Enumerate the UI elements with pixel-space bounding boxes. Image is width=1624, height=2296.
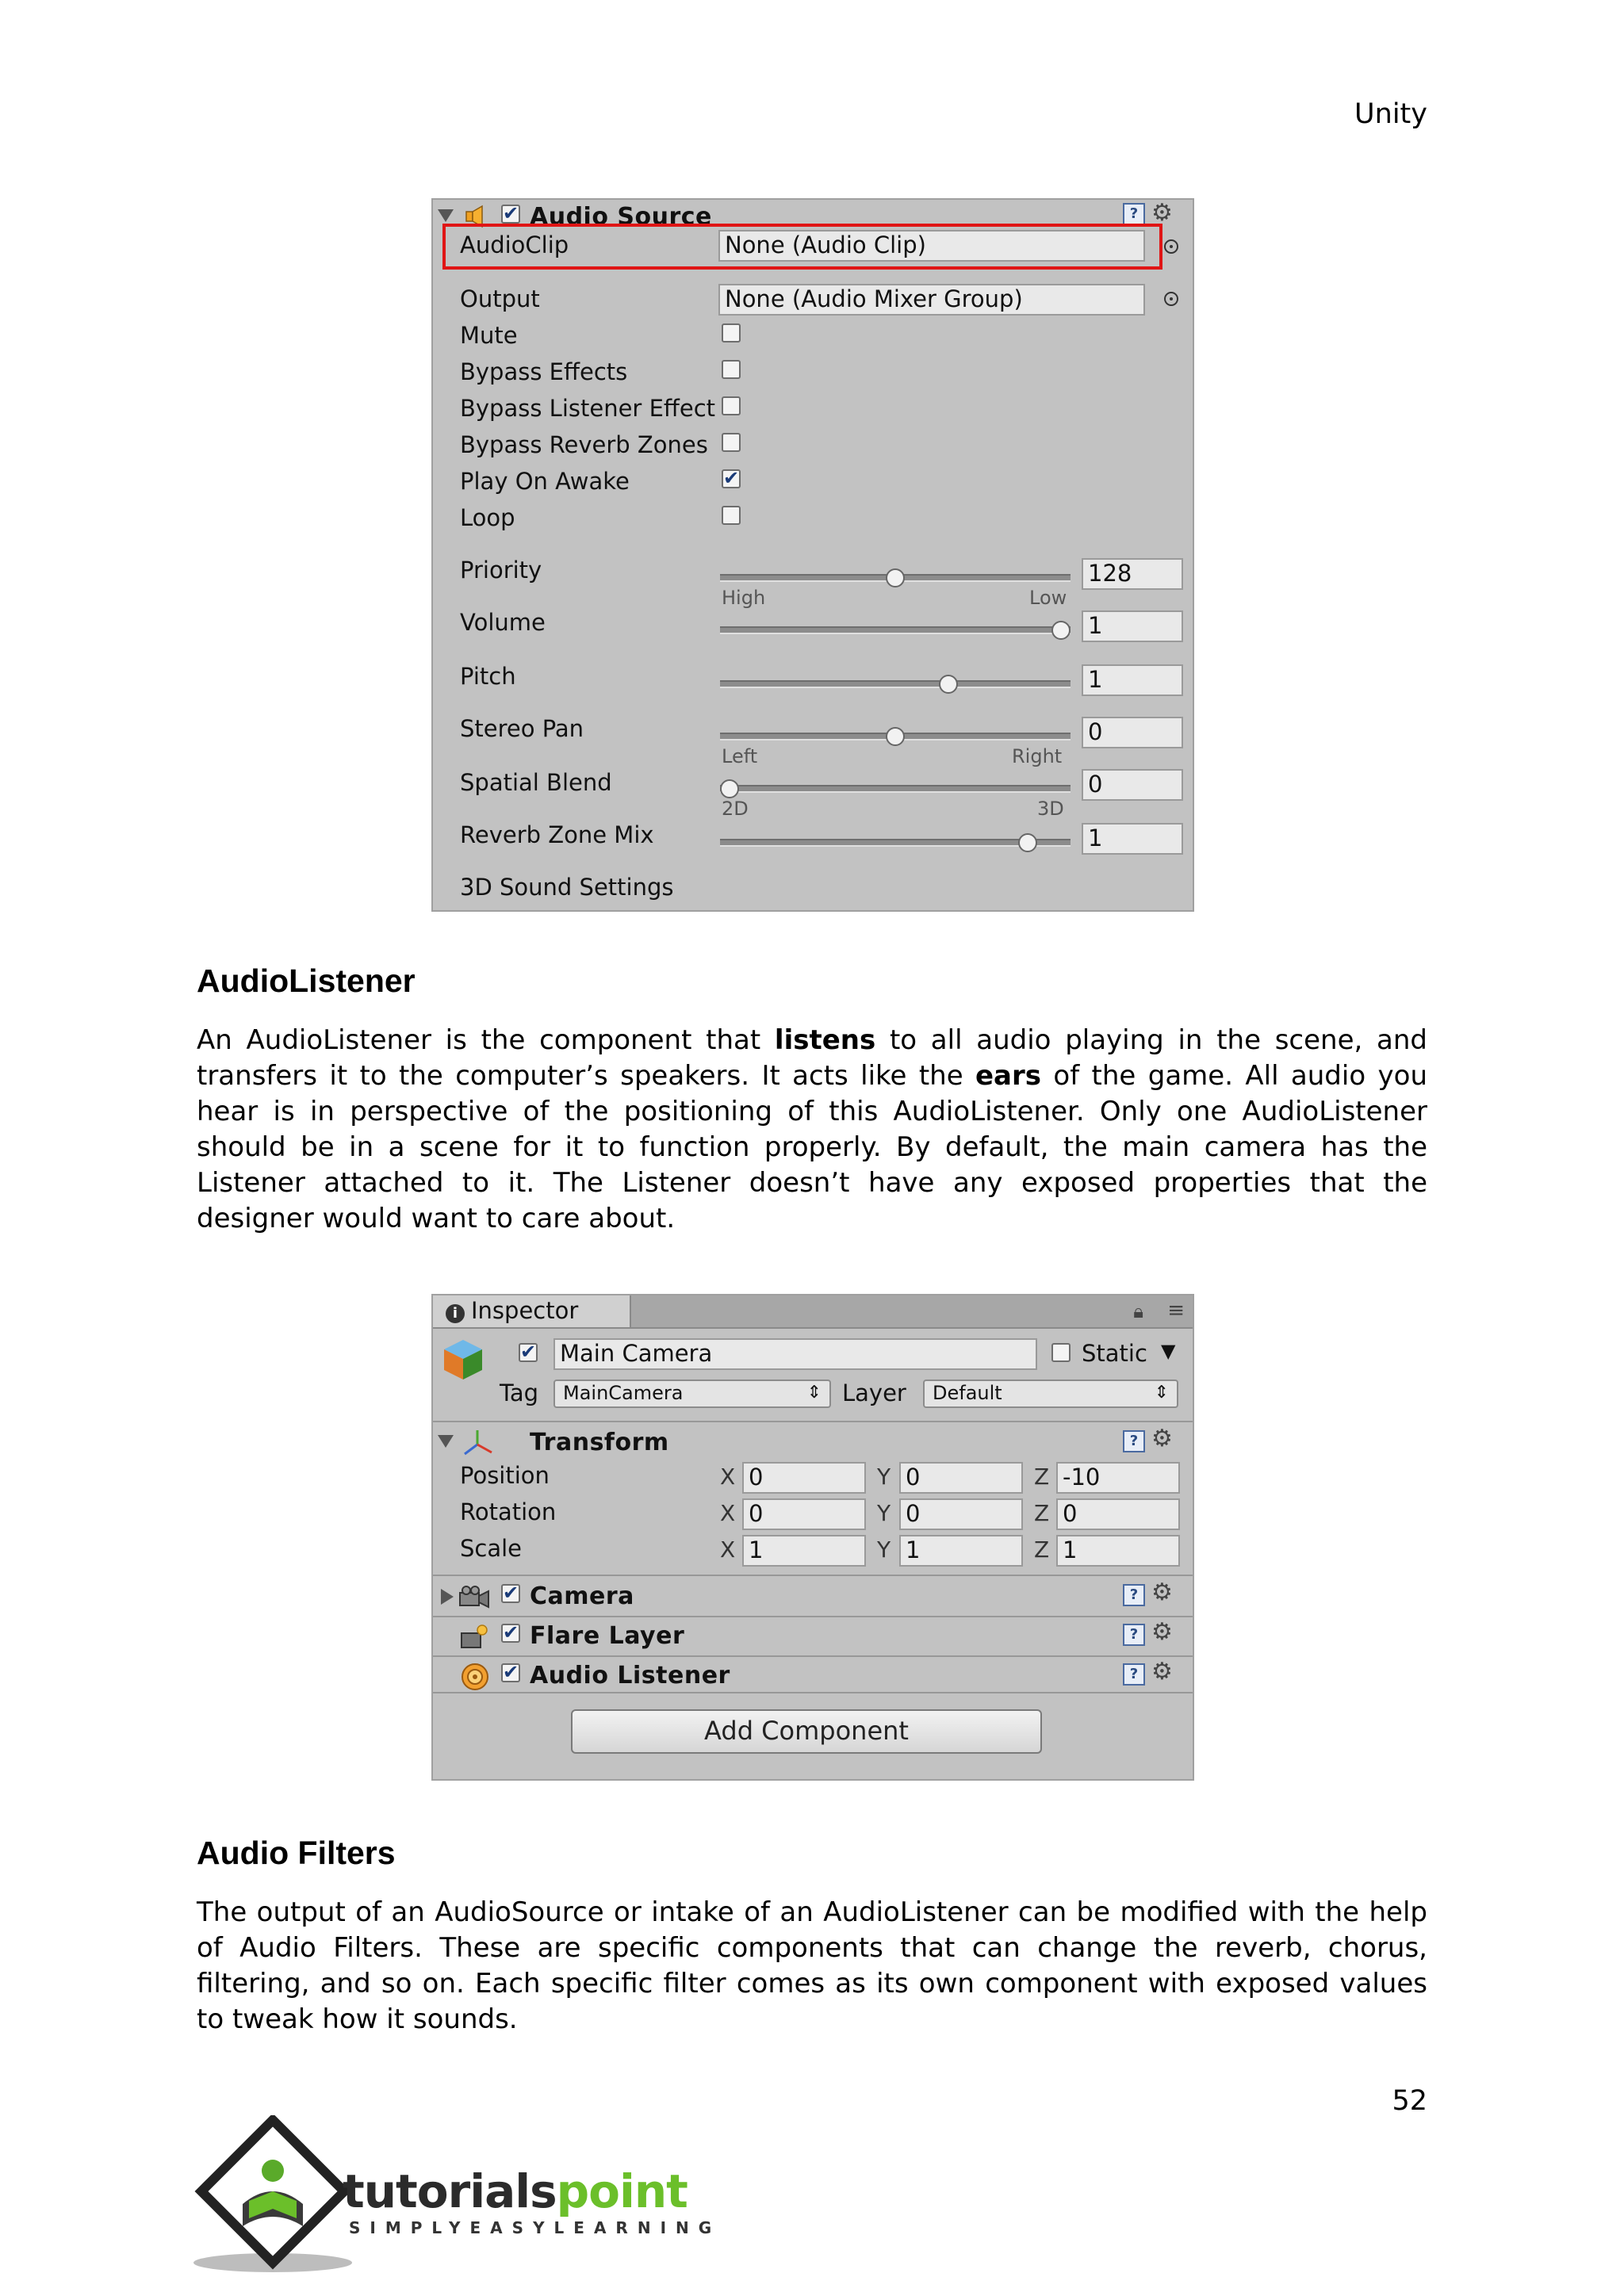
audio-filters-paragraph: The output of an AudioSource or intake of an AudioListener can be modified with the help of Audio Filters. These are specific components that can change the reverb, chorus, filtering, and so on. Each specific filter comes as its own component with exposed values to tweak how it sounds. (197, 1896, 1427, 2035)
stereo-pan-label: Stereo Pan (460, 715, 584, 742)
gear-icon[interactable]: ⚙ (1151, 1658, 1173, 1686)
logo-tagline: SIMPLYEASYLEARNING (349, 2218, 722, 2237)
spatial-blend-slider-thumb[interactable] (720, 779, 739, 798)
chevron-down-icon[interactable]: ▼ (1161, 1340, 1176, 1362)
sound-settings-foldout[interactable] (433, 871, 750, 902)
audioclip-field[interactable]: None (Audio Clip) (718, 230, 1145, 262)
axis-x-label: X (720, 1464, 736, 1490)
stereo-pan-max-label: Right (1012, 745, 1063, 767)
axis-y-label: Y (877, 1536, 891, 1563)
static-checkbox[interactable] (1051, 1343, 1071, 1362)
pitch-label: Pitch (460, 663, 516, 690)
bold-term: ears (975, 1060, 1042, 1092)
position-z-field[interactable]: -10 (1056, 1462, 1180, 1494)
divider (433, 1575, 1193, 1576)
output-field[interactable]: None (Audio Mixer Group) (718, 284, 1145, 316)
gameobject-cube-icon (441, 1337, 485, 1381)
divider (433, 1655, 1193, 1657)
pitch-slider-thumb[interactable] (939, 675, 958, 694)
flare-layer-enabled-checkbox[interactable]: ✔ (503, 1621, 519, 1644)
rotation-label: Rotation (460, 1498, 557, 1525)
priority-value-field[interactable]: 128 (1082, 558, 1183, 590)
audiolistener-heading: AudioListener (197, 962, 416, 999)
object-picker-icon[interactable] (1164, 239, 1178, 254)
tag-value: MainCamera (563, 1382, 684, 1404)
priority-max-label: Low (1029, 587, 1067, 609)
audio-filters-heading: Audio Filters (197, 1835, 396, 1871)
tag-label: Tag (500, 1380, 539, 1406)
help-icon[interactable]: ? (1123, 1663, 1145, 1686)
volume-slider-track[interactable] (720, 626, 1071, 634)
gameobject-active-checkbox[interactable]: ✔ (520, 1341, 537, 1363)
scale-y-field[interactable]: 1 (899, 1535, 1023, 1567)
menu-icon[interactable]: ≡ (1167, 1299, 1185, 1322)
divider (433, 1692, 1193, 1693)
paragraph-text: of the game. All audio you hear is in perspective of the positioning of this AudioListener. Only one AudioListener should be in a scene for it to function properly. By default, the main camera has the Listener attached to it. The Listener doesn’t have any exposed properties that the designer would want to care about. (197, 1060, 1427, 1234)
axis-x-label: X (720, 1500, 736, 1526)
audio-listener-component-header[interactable] (433, 1659, 1193, 1693)
volume-slider-thumb[interactable] (1051, 621, 1071, 640)
rotation-z-field[interactable]: 0 (1056, 1498, 1180, 1530)
bypass-reverb-zones-label: Bypass Reverb Zones (460, 431, 708, 458)
object-picker-icon[interactable] (1164, 292, 1178, 306)
gear-icon[interactable]: ⚙ (1151, 1425, 1173, 1452)
gear-icon[interactable]: ⚙ (1151, 1578, 1173, 1606)
flare-layer-icon (460, 1624, 488, 1649)
page-header-title: Unity (1354, 98, 1427, 130)
help-icon[interactable]: ? (1123, 203, 1145, 225)
inspector-panel (431, 1294, 1194, 1781)
axis-x-label: X (720, 1536, 736, 1563)
camera-enabled-checkbox[interactable]: ✔ (503, 1582, 519, 1604)
expand-arrow-icon[interactable] (441, 1589, 454, 1605)
spatial-blend-slider-track[interactable] (720, 785, 1071, 793)
page-number: 52 (1392, 2085, 1427, 2117)
tab-label: Inspector (471, 1297, 579, 1324)
camera-title: Camera (530, 1582, 634, 1610)
static-label: Static (1082, 1340, 1147, 1367)
position-label: Position (460, 1462, 550, 1489)
spatial-blend-min-label: 2D (722, 798, 749, 820)
logo-wordmark (343, 2164, 688, 2218)
audioclip-label: AudioClip (460, 232, 569, 258)
axis-z-label: Z (1034, 1464, 1050, 1490)
logo-diamond-icon (193, 2115, 352, 2274)
axis-z-label: Z (1034, 1500, 1050, 1526)
layer-value: Default (933, 1382, 1002, 1404)
audio-source-enabled-checkbox[interactable]: ✔ (503, 202, 519, 224)
transform-axes-icon (462, 1429, 493, 1456)
pitch-slider-track[interactable] (720, 680, 1071, 688)
rotation-x-field[interactable]: 0 (742, 1498, 866, 1530)
paragraph-text: to all audio playing in the scene, and transfers it to the computer’s speakers. It acts like the (197, 1024, 1427, 1092)
volume-value-field[interactable]: 1 (1082, 610, 1183, 642)
position-y-field[interactable]: 0 (899, 1462, 1023, 1494)
layer-dropdown[interactable] (923, 1380, 1178, 1408)
axis-z-label: Z (1034, 1536, 1050, 1563)
tutorialspoint-logo (193, 2115, 722, 2274)
reverb-zone-mix-label: Reverb Zone Mix (460, 821, 654, 848)
lock-icon[interactable]: 🔒︎ (1133, 1300, 1143, 1322)
audiolistener-paragraph (197, 1023, 1427, 1237)
audio-listener-enabled-checkbox[interactable]: ✔ (503, 1661, 519, 1683)
help-icon[interactable]: ? (1123, 1624, 1145, 1646)
collapse-arrow-icon[interactable] (438, 209, 454, 222)
pitch-value-field[interactable]: 1 (1082, 664, 1183, 696)
reverb-zone-mix-slider-thumb[interactable] (1018, 833, 1037, 852)
dropdown-arrows-icon: ⇕ (1154, 1383, 1169, 1402)
bypass-listener-effects-checkbox[interactable] (722, 396, 741, 415)
priority-label: Priority (460, 557, 542, 584)
tag-dropdown[interactable] (553, 1380, 831, 1408)
info-icon: i (446, 1304, 465, 1323)
axis-y-label: Y (877, 1464, 891, 1490)
divider (433, 1421, 1193, 1422)
output-label: Output (460, 285, 540, 312)
camera-icon (458, 1586, 490, 1609)
scale-label: Scale (460, 1535, 523, 1562)
audio-listener-title: Audio Listener (530, 1662, 730, 1689)
scale-z-field[interactable]: 1 (1056, 1535, 1180, 1567)
bypass-listener-effects-label: Bypass Listener Effect (460, 395, 716, 422)
loop-label: Loop (460, 504, 515, 531)
sound-settings-label: 3D Sound Settings (460, 874, 674, 901)
divider (433, 1616, 1193, 1617)
bypass-reverb-zones-checkbox[interactable] (722, 433, 741, 452)
play-on-awake-checkbox[interactable]: ✔ (723, 467, 740, 489)
axis-y-label: Y (877, 1500, 891, 1526)
flare-layer-component-header[interactable] (433, 1619, 1193, 1654)
audio-source-title: Audio Source (530, 203, 712, 231)
logo-text-tutorials: tutorials (343, 2164, 557, 2218)
priority-slider-thumb[interactable] (886, 568, 905, 587)
help-icon[interactable]: ? (1123, 1430, 1145, 1452)
gear-icon[interactable]: ⚙ (1151, 1618, 1173, 1646)
logo-text-point: point (556, 2164, 688, 2218)
camera-component-header[interactable] (433, 1579, 1193, 1614)
volume-label: Volume (460, 609, 546, 636)
priority-min-label: High (722, 587, 766, 609)
paragraph-text: An AudioListener is the component that (197, 1024, 775, 1056)
rotation-y-field[interactable]: 0 (899, 1498, 1023, 1530)
gear-icon[interactable]: ⚙ (1151, 199, 1173, 227)
bypass-effects-checkbox[interactable] (722, 360, 741, 379)
bypass-effects-label: Bypass Effects (460, 358, 628, 385)
mute-checkbox[interactable] (722, 323, 741, 342)
bold-term: listens (774, 1024, 876, 1056)
spatial-blend-label: Spatial Blend (460, 769, 612, 796)
gameobject-name-field[interactable]: Main Camera (553, 1338, 1037, 1370)
collapse-arrow-icon[interactable] (438, 1435, 454, 1448)
audio-source-panel (431, 198, 1194, 912)
tab-inspector[interactable] (433, 1295, 631, 1327)
layer-label: Layer (842, 1380, 906, 1406)
reverb-zone-mix-value-field[interactable]: 1 (1082, 823, 1183, 855)
position-x-field[interactable]: 0 (742, 1462, 866, 1494)
loop-checkbox[interactable] (722, 506, 741, 525)
scale-x-field[interactable]: 1 (742, 1535, 866, 1567)
spatial-blend-value-field[interactable]: 0 (1082, 769, 1183, 801)
stereo-pan-slider-thumb[interactable] (886, 727, 905, 746)
mute-label: Mute (460, 322, 518, 349)
play-on-awake-label: Play On Awake (460, 468, 630, 495)
spatial-blend-max-label: 3D (1037, 798, 1064, 820)
inspector-tab-bar (433, 1295, 1193, 1329)
flare-layer-title: Flare Layer (530, 1622, 685, 1650)
help-icon[interactable]: ? (1123, 1584, 1145, 1606)
transform-header[interactable] (433, 1425, 1193, 1460)
stereo-pan-value-field[interactable]: 0 (1082, 717, 1183, 748)
audio-listener-icon (460, 1662, 490, 1692)
transform-title: Transform (530, 1429, 669, 1456)
stereo-pan-min-label: Left (722, 745, 758, 767)
add-component-button[interactable]: Add Component (571, 1709, 1042, 1754)
dropdown-arrows-icon: ⇕ (806, 1383, 822, 1402)
